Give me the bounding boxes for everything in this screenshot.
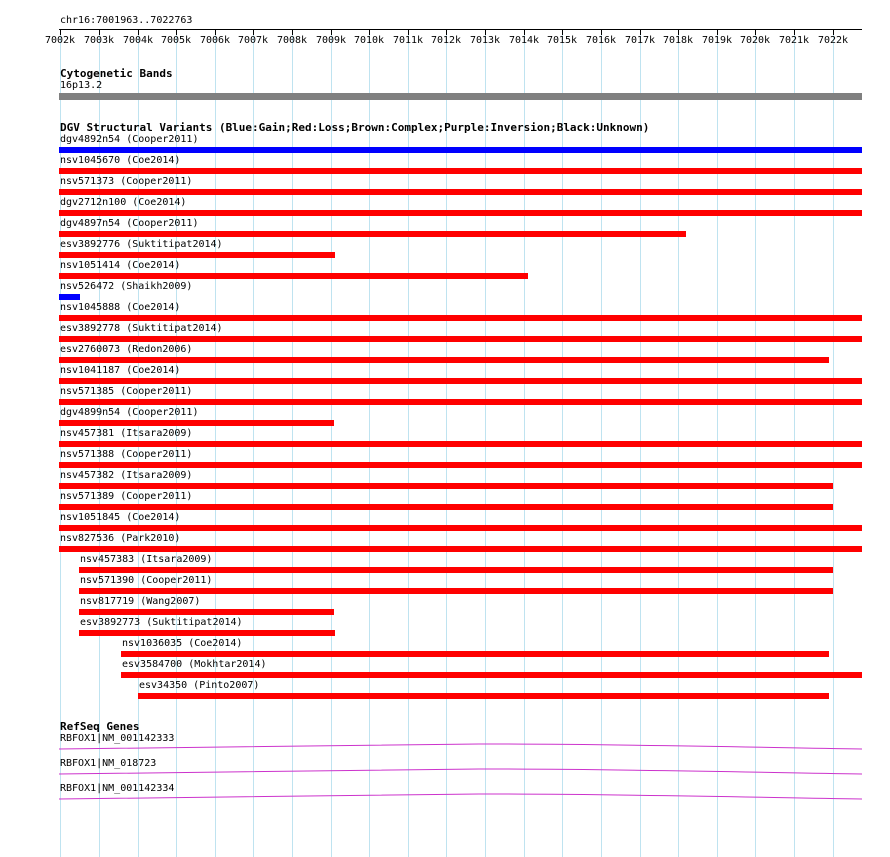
variant-bar[interactable] (59, 273, 528, 279)
variant-label[interactable]: nsv457381 (Itsara2009) (60, 428, 193, 439)
variant-bar[interactable] (59, 441, 862, 447)
cytoband-bar[interactable] (59, 93, 862, 100)
refseq-track-title: RefSeq Genes (60, 720, 140, 733)
variant-bar[interactable] (59, 357, 829, 363)
variant-bar[interactable] (59, 420, 334, 426)
tick-label: 7010k (353, 35, 385, 46)
tick-label: 7019k (701, 35, 733, 46)
variant-label[interactable]: dgv4892n54 (Cooper2011) (60, 134, 199, 145)
tick-label: 7014k (508, 35, 540, 46)
region-label: chr16:7001963..7022763 (60, 15, 193, 26)
variant-label[interactable]: dgv2712n100 (Coe2014) (60, 197, 187, 208)
variant-label[interactable]: nsv1051414 (Coe2014) (60, 260, 181, 271)
tick-label: 7006k (199, 35, 231, 46)
tick-label: 7011k (392, 35, 424, 46)
variant-bar[interactable] (138, 693, 829, 699)
variant-bar[interactable] (59, 378, 862, 384)
tick-label: 7022k (817, 35, 849, 46)
variant-bar[interactable] (59, 231, 686, 237)
variant-bar[interactable] (59, 483, 833, 489)
tick-label: 7018k (662, 35, 694, 46)
variant-bar[interactable] (59, 294, 80, 300)
tick-label: 7009k (315, 35, 347, 46)
variant-bar[interactable] (59, 399, 862, 405)
gene-intron-line (59, 769, 862, 774)
variant-label[interactable]: dgv4897n54 (Cooper2011) (60, 218, 199, 229)
variant-bar[interactable] (79, 630, 335, 636)
variant-label[interactable]: nsv1045670 (Coe2014) (60, 155, 181, 166)
gene-label[interactable]: RBFOX1|NM_001142333 (60, 733, 175, 744)
variant-bar[interactable] (59, 147, 862, 153)
variant-bar[interactable] (121, 651, 829, 657)
variant-label[interactable]: nsv571373 (Cooper2011) (60, 176, 193, 187)
variant-label[interactable]: nsv457383 (Itsara2009) (80, 554, 213, 565)
cytoband-track-title: Cytogenetic Bands (60, 67, 173, 80)
gene-label[interactable]: RBFOX1|NM_018723 (60, 758, 157, 769)
cytoband-label[interactable]: 16p13.2 (60, 80, 103, 91)
tick-label: 7008k (276, 35, 308, 46)
tick-label: 7003k (83, 35, 115, 46)
tick-label: 7021k (778, 35, 810, 46)
tick-label: 7017k (624, 35, 656, 46)
variant-label[interactable]: nsv526472 (Shaikh2009) (60, 281, 193, 292)
variant-label[interactable]: esv3584700 (Mokhtar2014) (122, 659, 267, 670)
variant-bar[interactable] (59, 504, 833, 510)
variant-label[interactable]: nsv571388 (Cooper2011) (60, 449, 193, 460)
gene-intron-line (59, 744, 862, 749)
tick-label: 7002k (44, 35, 76, 46)
variant-label[interactable]: esv3892778 (Suktitipat2014) (60, 323, 223, 334)
variant-label[interactable]: nsv817719 (Wang2007) (80, 596, 201, 607)
variant-bar[interactable] (59, 525, 862, 531)
ruler-axis (59, 29, 862, 30)
variant-label[interactable]: nsv827536 (Park2010) (60, 533, 181, 544)
gene-model[interactable] (59, 768, 862, 776)
variant-label[interactable]: esv3892773 (Suktitipat2014) (80, 617, 243, 628)
variant-label[interactable]: nsv1045888 (Coe2014) (60, 302, 181, 313)
variant-bar[interactable] (79, 567, 833, 573)
variant-label[interactable]: dgv4899n54 (Cooper2011) (60, 407, 199, 418)
variant-bar[interactable] (79, 588, 833, 594)
variant-label[interactable]: nsv457382 (Itsara2009) (60, 470, 193, 481)
variant-label[interactable]: nsv571385 (Cooper2011) (60, 386, 193, 397)
variant-bar[interactable] (59, 189, 862, 195)
variant-bar[interactable] (59, 168, 862, 174)
gene-model[interactable] (59, 743, 862, 751)
variant-bar[interactable] (59, 315, 862, 321)
variant-label[interactable]: esv34350 (Pinto2007) (139, 680, 260, 691)
gene-intron-line (59, 794, 862, 799)
tick-label: 7005k (160, 35, 192, 46)
variant-label[interactable]: nsv1036035 (Coe2014) (122, 638, 243, 649)
variant-bar[interactable] (59, 336, 862, 342)
tick-label: 7015k (546, 35, 578, 46)
variant-bar[interactable] (59, 210, 862, 216)
variant-label[interactable]: nsv1041187 (Coe2014) (60, 365, 181, 376)
variant-label[interactable]: nsv571389 (Cooper2011) (60, 491, 193, 502)
gene-model[interactable] (59, 793, 862, 801)
variant-bar[interactable] (59, 546, 862, 552)
variant-bar[interactable] (79, 609, 334, 615)
tick-label: 7007k (237, 35, 269, 46)
variant-bar[interactable] (121, 672, 862, 678)
variant-bar[interactable] (59, 252, 335, 258)
variant-label[interactable]: esv2760073 (Redon2006) (60, 344, 193, 355)
tick-label: 7012k (430, 35, 462, 46)
tick-label: 7004k (122, 35, 154, 46)
variant-label[interactable]: nsv1051845 (Coe2014) (60, 512, 181, 523)
variant-bar[interactable] (59, 462, 862, 468)
tick-label: 7013k (469, 35, 501, 46)
tick-label: 7016k (585, 35, 617, 46)
variant-label[interactable]: nsv571390 (Cooper2011) (80, 575, 213, 586)
tick-label: 7020k (739, 35, 771, 46)
variant-label[interactable]: esv3892776 (Suktitipat2014) (60, 239, 223, 250)
gene-label[interactable]: RBFOX1|NM_001142334 (60, 783, 175, 794)
dgv-track-title: DGV Structural Variants (Blue:Gain;Red:Loss;Brown:Complex;Purple:Inversion;Black:Unknown) (60, 121, 650, 134)
